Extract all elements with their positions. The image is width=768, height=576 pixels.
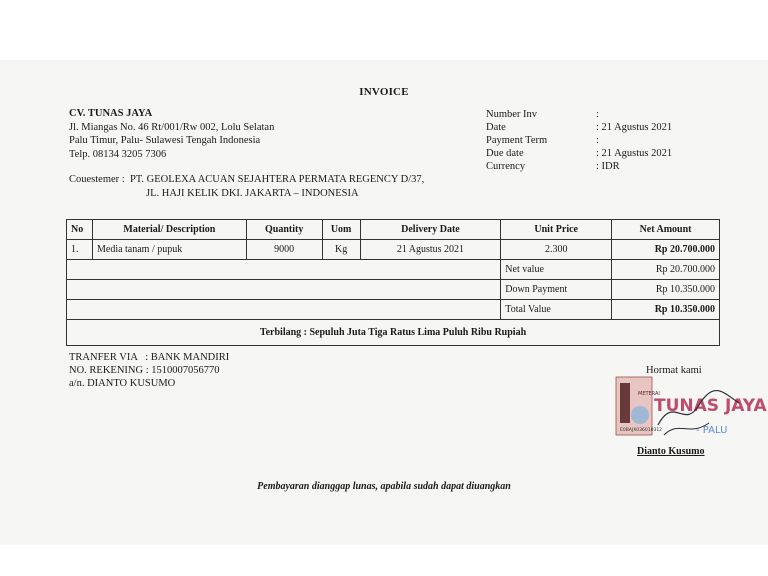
total-spacer: [67, 260, 501, 280]
cell-no: 1.: [67, 240, 93, 260]
meta-value: : 21 Agustus 2021: [596, 148, 673, 159]
col-header-quantity: Quantity: [246, 220, 322, 240]
cell-delivery-date: 21 Agustus 2021: [360, 240, 501, 260]
signer-name: Dianto Kusumo: [637, 446, 705, 457]
invoice-title: INVOICE: [359, 86, 409, 98]
col-header-description: Material/ Description: [92, 220, 246, 240]
total-value: Rp 10.350.000: [612, 280, 720, 300]
col-header-delivery-date: Delivery Date: [360, 220, 501, 240]
transfer-account: NO. REKENING : 1510007056770: [69, 365, 220, 376]
transfer-info: [69, 351, 229, 390]
meta-row: [486, 134, 672, 147]
stamp-company-text: TUNAS JAYA: [654, 396, 767, 416]
transfer-account-name: a/n. DIANTO KUSUMO: [69, 378, 176, 389]
company-phone: Telp. 08134 3205 7306: [69, 148, 167, 160]
meta-label: Payment Term: [486, 135, 548, 146]
cell-description: Media tanam / pupuk: [92, 240, 246, 260]
company-address-2: Palu Timur, Palu- Sulawesi Tengah Indonesia: [69, 135, 261, 146]
col-header-net-amount: Net Amount: [612, 220, 720, 240]
customer-info: [69, 173, 424, 201]
cell-net-amount: Rp 20.700.000: [612, 240, 720, 260]
company-name: CV. TUNAS JAYA: [69, 108, 153, 119]
amount-in-words: Terbilang : Sepuluh Juta Tiga Ratus Lima Puluh Ribu Rupiah: [67, 320, 720, 346]
total-value: Rp 20.700.000: [612, 260, 720, 280]
company-info: [69, 107, 274, 161]
invoice-meta: [486, 108, 672, 173]
invoice-table: [66, 219, 720, 346]
meterai-serial: E0BAJX036010312: [620, 428, 663, 433]
meta-label: Currency: [486, 161, 526, 172]
total-label: Net value: [501, 260, 612, 280]
customer-line-1: PT. GEOLEXA ACUAN SEJAHTERA PERMATA REGENCY D/37,: [129, 174, 425, 185]
cell-unit-price: 2.300: [501, 240, 612, 260]
meta-value: : IDR: [596, 161, 620, 172]
terbilang-row: [67, 320, 720, 346]
meta-label: Number Inv: [486, 109, 538, 120]
table-row: [67, 240, 720, 260]
meterai-label: METERAI: [638, 391, 660, 397]
meta-row: [486, 121, 672, 134]
col-header-unit-price: Unit Price: [501, 220, 612, 240]
meta-label: Due date: [486, 148, 524, 159]
cell-uom: Kg: [322, 240, 360, 260]
customer-line-2: JL. HAJI KELIK DKI. JAKARTA – INDONESIA: [146, 188, 359, 199]
meta-value: :: [596, 109, 599, 120]
total-row-net-value: [67, 260, 720, 280]
company-address-1: Jl. Miangas No. 46 Rt/001/Rw 002, Lolu Selatan: [69, 121, 275, 133]
total-value: Rp 10.350.000: [612, 300, 720, 320]
total-spacer: [67, 300, 501, 320]
col-header-no: No: [67, 220, 93, 240]
meta-row: [486, 147, 672, 160]
meta-value: :: [596, 135, 599, 146]
meta-value: : 21 Agustus 2021: [596, 122, 673, 133]
total-label: Down Payment: [501, 280, 612, 300]
meterai-strip: [620, 383, 630, 423]
payment-note: Pembayaran dianggap lunas, apabila sudah dapat diuangkan: [257, 481, 511, 492]
customer-label: Couestemer :: [69, 174, 125, 185]
meterai-emblem: [631, 406, 649, 424]
meta-label: Date: [486, 122, 506, 133]
total-label: Total Value: [501, 300, 612, 320]
total-row-down-payment: [67, 280, 720, 300]
total-row-total-value: [67, 300, 720, 320]
total-spacer: [67, 280, 501, 300]
cell-quantity: 9000: [246, 240, 322, 260]
meta-row: [486, 160, 672, 173]
stamp-city-text: - PALU: [696, 425, 728, 436]
col-header-uom: Uom: [322, 220, 360, 240]
transfer-bank: TRANFER VIA : BANK MANDIRI: [69, 352, 230, 363]
meta-row: [486, 108, 672, 121]
stamp-signature-image: [614, 375, 767, 445]
table-header-row: [67, 220, 720, 240]
closing-text: Hormat kami: [646, 365, 702, 376]
